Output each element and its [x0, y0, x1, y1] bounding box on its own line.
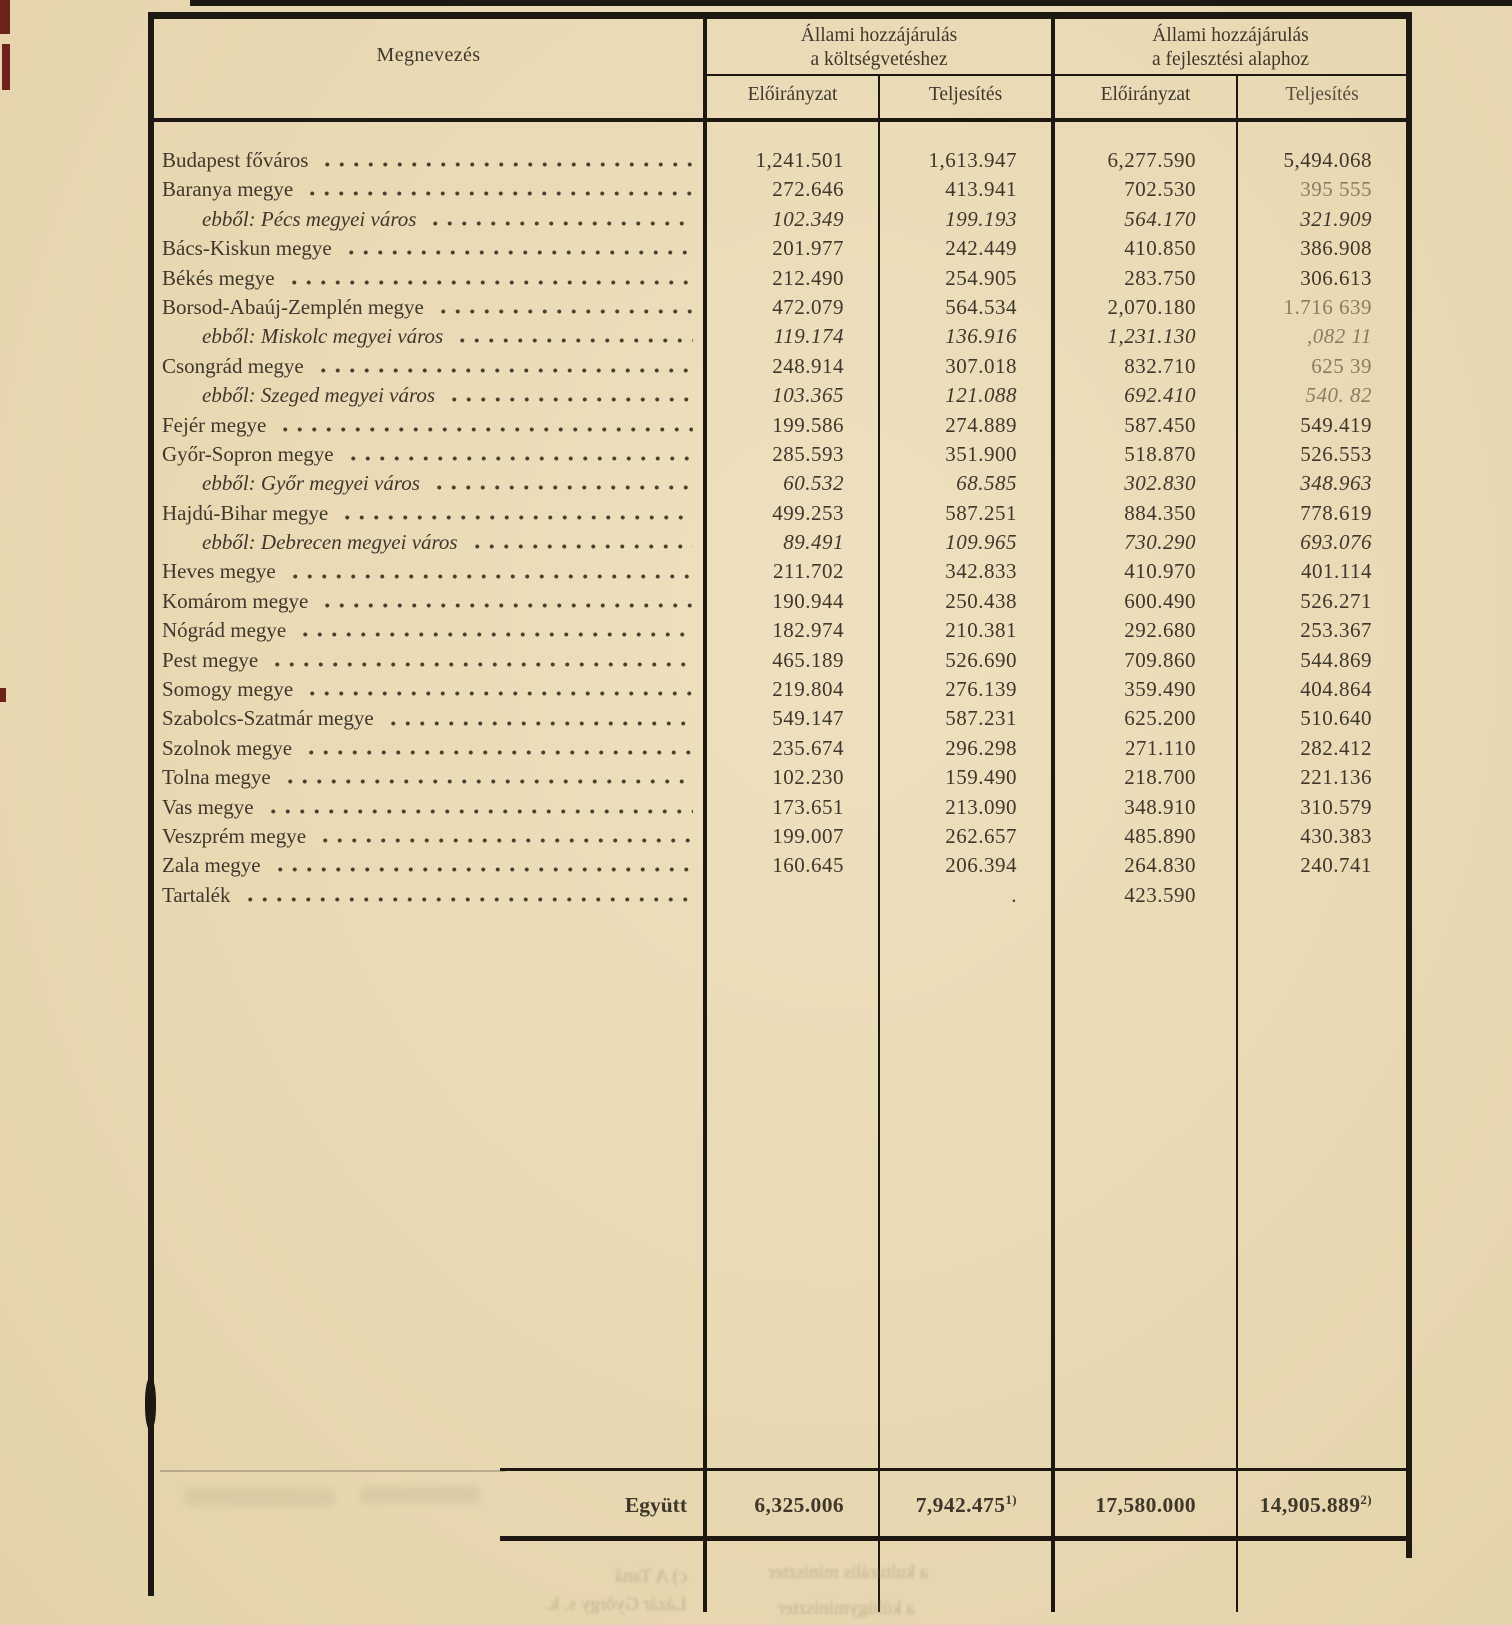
row-label-cell — [154, 175, 703, 204]
bleedthrough-text: a külügyminiszter — [778, 1598, 915, 1619]
margin-mark — [0, 0, 10, 34]
subheader-dev-eloiranyzat: Előirányzat — [1100, 84, 1191, 105]
row-label-cell — [154, 616, 703, 645]
totals-value: 14,905.889 — [1259, 1492, 1361, 1517]
cell-dev-teljesites: 221.136 — [1300, 765, 1372, 790]
cell-budget-teljesites: 242.449 — [945, 236, 1017, 261]
cell-dev-teljesites — [1226, 881, 1394, 910]
cell-dev-teljesites: 430.383 — [1300, 823, 1372, 848]
row-label-cell — [154, 881, 703, 910]
cell-budget-eloiranyzat: 160.645 — [772, 853, 844, 878]
group-header-budget-line2: a költségvetéshez — [810, 49, 948, 70]
row-label: Nógrád megye — [162, 618, 287, 643]
cell-dev-eloiranyzat: 423.590 — [1124, 882, 1196, 907]
row-label-cell — [154, 264, 703, 293]
pre-total-rule-faint — [160, 1470, 505, 1472]
column-header-megnevezes: Megnevezés — [376, 44, 481, 66]
cell-dev-teljesites: 510.640 — [1300, 706, 1372, 731]
cell-dev-eloiranyzat: 730.290 — [1124, 530, 1196, 555]
row-label-cell — [154, 293, 703, 322]
cell-budget-teljesites: 199.193 — [945, 206, 1017, 231]
dot-leader — [386, 704, 693, 733]
cell-budget-teljesites: 136.916 — [945, 324, 1017, 349]
cell-dev-eloiranyzat: 2,070.180 — [1107, 294, 1196, 319]
row-label: Szabolcs-Szatmár megye — [162, 706, 374, 731]
cell-budget-eloiranyzat: 219.804 — [772, 677, 844, 702]
cell-dev-teljesites: 321.909 — [1300, 206, 1372, 231]
table-row — [154, 881, 1406, 910]
cell-dev-eloiranyzat: 600.490 — [1124, 588, 1196, 613]
table-row — [154, 322, 1406, 351]
table-row — [154, 234, 1406, 263]
cell-dev-eloiranyzat: 218.700 — [1124, 765, 1196, 790]
cell-budget-eloiranyzat: 499.253 — [772, 500, 844, 525]
table-row — [154, 499, 1406, 528]
dot-leader — [428, 205, 693, 234]
subheader-dev-teljesites: Teljesítés — [1285, 84, 1359, 105]
table-row — [154, 557, 1406, 586]
row-label: ebből: Szeged megyei város — [202, 383, 436, 408]
dot-leader — [320, 587, 693, 616]
dot-leader — [266, 793, 693, 822]
ink-blot — [145, 1378, 156, 1430]
dot-leader — [470, 528, 693, 557]
group-header-budget — [707, 24, 1051, 72]
cell-dev-eloiranyzat: 518.870 — [1124, 441, 1196, 466]
group-header-underline — [706, 74, 1408, 76]
cell-dev-eloiranyzat: 264.830 — [1124, 853, 1196, 878]
row-label-cell — [154, 205, 703, 234]
row-label: Hajdú-Bihar megye — [162, 500, 329, 525]
subheader-budget-teljesites: Teljesítés — [928, 84, 1003, 105]
totals-value: 7,942.475 — [915, 1492, 1006, 1517]
totals-value: 6,325.006 — [754, 1492, 844, 1517]
totals-budget-eloiranyzat — [703, 1493, 874, 1518]
table-row — [154, 469, 1406, 498]
cell-budget-eloiranyzat: 119.174 — [773, 324, 844, 349]
post-total-rule — [500, 1536, 1408, 1541]
page-top-rule — [190, 0, 1512, 6]
cell-dev-teljesites: 540. 82 — [1305, 383, 1372, 408]
table-right-border — [1406, 12, 1412, 1558]
cell-dev-teljesites: 401.114 — [1301, 559, 1372, 584]
dot-leader — [340, 499, 693, 528]
cell-budget-teljesites: 1,613.947 — [928, 148, 1017, 172]
cell-dev-eloiranyzat: 884.350 — [1124, 500, 1196, 525]
dot-leader — [273, 851, 693, 880]
cell-budget-teljesites: 210.381 — [945, 618, 1017, 643]
cell-budget-eloiranyzat: 549.147 — [772, 706, 844, 731]
cell-budget-teljesites: 213.090 — [945, 794, 1017, 819]
cell-dev-teljesites: 526.553 — [1300, 441, 1372, 466]
dot-leader — [243, 881, 694, 910]
cell-budget-teljesites: 587.251 — [945, 500, 1017, 525]
cell-dev-eloiranyzat: 692.410 — [1124, 383, 1196, 408]
cell-dev-teljesites: 306.613 — [1300, 265, 1372, 290]
dot-leader — [344, 234, 693, 263]
cell-dev-eloiranyzat: 709.860 — [1124, 647, 1196, 672]
cell-budget-teljesites: 250.438 — [945, 588, 1017, 613]
footnote-marker-2: 2) — [1360, 1492, 1372, 1507]
cell-budget-teljesites: . — [1011, 882, 1017, 907]
cell-dev-teljesites: 348.963 — [1300, 471, 1372, 496]
cell-budget-eloiranyzat: 103.365 — [772, 383, 844, 408]
row-label: Borsod-Abaúj-Zemplén megye — [162, 294, 424, 319]
totals-dev-teljesites — [1226, 1493, 1394, 1518]
cell-budget-eloiranyzat: 248.914 — [772, 353, 844, 378]
totals-value: 17,580.000 — [1095, 1492, 1196, 1517]
header-underline — [148, 118, 1412, 122]
cell-dev-eloiranyzat: 271.110 — [1125, 735, 1196, 760]
cell-budget-eloiranyzat: 285.593 — [772, 441, 844, 466]
cell-budget-eloiranyzat: 199.586 — [772, 412, 844, 437]
cell-budget-eloiranyzat: 201.977 — [772, 236, 844, 261]
row-label-cell — [154, 763, 703, 792]
cell-budget-eloiranyzat: 60.532 — [783, 471, 844, 496]
cell-budget-teljesites: 351.900 — [945, 441, 1017, 466]
pre-total-rule — [500, 1468, 1408, 1471]
cell-budget-teljesites: 274.889 — [945, 412, 1017, 437]
cell-budget-eloiranyzat: 182.974 — [772, 618, 844, 643]
totals-label: Együtt — [624, 1492, 687, 1517]
table-row — [154, 616, 1406, 645]
cell-dev-teljesites: 5,494.068 — [1283, 148, 1372, 172]
cell-budget-eloiranyzat: 235.674 — [772, 735, 844, 760]
cell-budget-eloiranyzat: 102.230 — [772, 765, 844, 790]
row-label-cell — [154, 381, 703, 410]
cell-budget-eloiranyzat: 465.189 — [772, 647, 844, 672]
row-label-cell — [154, 499, 703, 528]
dot-leader — [447, 381, 693, 410]
cell-budget-teljesites: 68.585 — [956, 471, 1017, 496]
cell-budget-eloiranyzat: 89.491 — [783, 530, 844, 555]
cell-dev-eloiranyzat: 283.750 — [1124, 265, 1196, 290]
group-header-development — [1055, 24, 1406, 72]
row-label-cell — [154, 646, 703, 675]
row-label: Tartalék — [162, 882, 231, 907]
cell-dev-teljesites: 549.419 — [1300, 412, 1372, 437]
dot-leader — [298, 616, 693, 645]
row-label: Baranya megye — [162, 177, 294, 202]
row-label-cell — [154, 557, 703, 586]
table-row — [154, 205, 1406, 234]
group-header-development-line2: a fejlesztési alaphoz — [1152, 49, 1309, 70]
table-top-border — [148, 12, 1412, 19]
cell-dev-eloiranyzat: 587.450 — [1124, 412, 1196, 437]
dot-leader — [320, 146, 693, 175]
row-label-cell — [154, 822, 703, 851]
cell-dev-teljesites: 693.076 — [1300, 530, 1372, 555]
cell-dev-teljesites: 386.908 — [1300, 236, 1372, 261]
row-label-cell — [154, 322, 703, 351]
cell-dev-eloiranyzat: 6,277.590 — [1107, 148, 1196, 172]
row-label: Budapest főváros — [162, 148, 309, 172]
dot-leader — [305, 175, 693, 204]
table-row — [154, 646, 1406, 675]
cell-budget-teljesites: 276.139 — [945, 677, 1017, 702]
cell-budget-eloiranyzat: 173.651 — [772, 794, 844, 819]
cell-dev-eloiranyzat: 410.970 — [1124, 559, 1196, 584]
cell-budget-teljesites: 587.231 — [945, 706, 1017, 731]
row-label: ebből: Debrecen megyei város — [202, 530, 458, 555]
cell-budget-teljesites: 109.965 — [945, 530, 1017, 555]
cell-budget-eloiranyzat: 190.944 — [772, 588, 844, 613]
cell-budget-eloiranyzat: 272.646 — [772, 177, 844, 202]
cell-dev-eloiranyzat: 359.490 — [1124, 677, 1196, 702]
row-label-cell — [154, 352, 703, 381]
row-label: Veszprém megye — [162, 823, 307, 848]
table-row — [154, 793, 1406, 822]
row-label-cell — [154, 587, 703, 616]
cell-dev-eloiranyzat: 485.890 — [1124, 823, 1196, 848]
cell-budget-eloiranyzat: 212.490 — [772, 265, 844, 290]
cell-budget-teljesites: 159.490 — [945, 765, 1017, 790]
cell-budget-teljesites: 254.905 — [945, 265, 1017, 290]
cell-budget-teljesites: 307.018 — [945, 353, 1017, 378]
cell-budget-teljesites: 206.394 — [945, 853, 1017, 878]
subheader-budget-eloiranyzat: Előirányzat — [747, 84, 838, 105]
table-row — [154, 146, 1406, 175]
table-row — [154, 381, 1406, 410]
table-row — [154, 822, 1406, 851]
cell-dev-eloiranyzat: 410.850 — [1124, 236, 1196, 261]
cell-dev-eloiranyzat: 702.530 — [1124, 177, 1196, 202]
cell-budget-teljesites: 296.298 — [945, 735, 1017, 760]
totals-dev-eloiranyzat — [1045, 1493, 1226, 1518]
table-row — [154, 293, 1406, 322]
row-label: Vas megye — [162, 794, 254, 819]
table-row — [154, 440, 1406, 469]
row-label-cell — [154, 793, 703, 822]
cell-dev-teljesites: 544.869 — [1300, 647, 1372, 672]
cell-dev-teljesites: 395 555 — [1300, 177, 1372, 202]
totals-row — [154, 1476, 1406, 1534]
dot-leader — [436, 293, 693, 322]
cell-budget-eloiranyzat: 199.007 — [772, 823, 844, 848]
cell-budget-eloiranyzat: 102.349 — [772, 206, 844, 231]
cell-budget-eloiranyzat: 211.702 — [773, 559, 844, 584]
row-label-cell — [154, 528, 703, 557]
cell-dev-teljesites: 404.864 — [1300, 677, 1372, 702]
table-row — [154, 704, 1406, 733]
table-row — [154, 675, 1406, 704]
dot-leader — [287, 264, 693, 293]
margin-mark — [2, 44, 10, 90]
table-row — [154, 587, 1406, 616]
dot-leader — [304, 734, 693, 763]
table-row — [154, 264, 1406, 293]
dot-leader — [288, 557, 693, 586]
row-label: Szolnok megye — [162, 735, 293, 760]
row-label: Győr-Sopron megye — [162, 441, 334, 466]
bleedthrough-text: c) A Taná — [615, 1566, 688, 1587]
cell-budget-teljesites: 413.941 — [945, 177, 1017, 202]
row-label: Fejér megye — [162, 412, 267, 437]
table-row — [154, 763, 1406, 792]
cell-budget-eloiranyzat: 472.079 — [772, 294, 844, 319]
table-row — [154, 734, 1406, 763]
cell-budget-eloiranyzat — [703, 881, 874, 910]
dot-leader — [316, 352, 693, 381]
dot-leader — [318, 822, 693, 851]
row-label-cell — [154, 234, 703, 263]
dot-leader — [346, 440, 693, 469]
table-row — [154, 352, 1406, 381]
cell-dev-teljesites: 778.619 — [1300, 500, 1372, 525]
table-row — [154, 851, 1406, 880]
table-body — [154, 146, 1406, 910]
row-label: Tolna megye — [162, 765, 271, 790]
cell-dev-teljesites: 253.367 — [1300, 618, 1372, 643]
cell-dev-eloiranyzat: 302.830 — [1124, 471, 1196, 496]
cell-dev-teljesites: 625 39 — [1311, 353, 1372, 378]
dot-leader — [455, 322, 693, 351]
cell-budget-eloiranyzat: 1,241.501 — [755, 148, 844, 172]
bleedthrough-text: a kulturális miniszter — [768, 1562, 929, 1583]
totals-budget-teljesites — [874, 1493, 1045, 1518]
cell-dev-eloiranyzat: 564.170 — [1124, 206, 1196, 231]
row-label: Somogy megye — [162, 677, 294, 702]
cell-budget-teljesites: 526.690 — [945, 647, 1017, 672]
bleedthrough-text: Lázár György s. k. — [545, 1594, 687, 1615]
dot-leader — [278, 411, 693, 440]
row-label-cell — [154, 851, 703, 880]
cell-dev-teljesites: 282.412 — [1300, 735, 1372, 760]
cell-dev-teljesites: 240.741 — [1300, 853, 1372, 878]
cell-dev-eloiranyzat: 625.200 — [1124, 706, 1196, 731]
cell-dev-teljesites: 310.579 — [1300, 794, 1372, 819]
footnote-marker-1: 1) — [1005, 1492, 1017, 1507]
row-label: Bács-Kiskun megye — [162, 236, 332, 261]
cell-budget-teljesites: 564.534 — [945, 294, 1017, 319]
dot-leader — [305, 675, 693, 704]
cell-dev-eloiranyzat: 292.680 — [1124, 618, 1196, 643]
row-label: Békés megye — [162, 265, 275, 290]
row-label-cell — [154, 734, 703, 763]
table-row — [154, 175, 1406, 204]
bleedthrough-smudge — [185, 1488, 335, 1506]
dot-leader — [432, 469, 693, 498]
cell-budget-teljesites: 262.657 — [945, 823, 1017, 848]
row-label-cell — [154, 675, 703, 704]
row-label: Zala megye — [162, 853, 261, 878]
row-label: Csongrád megye — [162, 353, 304, 378]
cell-dev-teljesites: 1.716 639 — [1283, 294, 1372, 319]
cell-dev-eloiranyzat: 1,231.130 — [1107, 324, 1196, 349]
row-label-cell — [154, 469, 703, 498]
row-label: ebből: Győr megyei város — [202, 471, 420, 496]
row-label: Komárom megye — [162, 588, 309, 613]
row-label-cell — [154, 411, 703, 440]
row-label-cell — [154, 440, 703, 469]
row-label: ebből: Pécs megyei város — [202, 206, 417, 231]
cell-dev-teljesites: 526.271 — [1300, 588, 1372, 613]
row-label-cell — [154, 704, 703, 733]
row-label: ebből: Miskolc megyei város — [202, 324, 444, 349]
group-header-budget-line1: Állami hozzájárulás — [800, 25, 958, 46]
table-row — [154, 411, 1406, 440]
table-row — [154, 528, 1406, 557]
group-header-development-line1: Állami hozzájárulás — [1152, 25, 1309, 46]
cell-dev-eloiranyzat: 832.710 — [1124, 353, 1196, 378]
bleedthrough-smudge — [360, 1486, 480, 1504]
row-label: Pest megye — [162, 647, 259, 672]
margin-mark — [0, 688, 6, 702]
dot-leader — [270, 646, 693, 675]
dot-leader — [283, 763, 693, 792]
cell-dev-teljesites: ,082 11 — [1307, 324, 1372, 349]
cell-budget-teljesites: 121.088 — [945, 383, 1017, 408]
cell-dev-eloiranyzat: 348.910 — [1124, 794, 1196, 819]
row-label-cell — [154, 146, 703, 175]
row-label: Heves megye — [162, 559, 276, 584]
cell-budget-teljesites: 342.833 — [945, 559, 1017, 584]
